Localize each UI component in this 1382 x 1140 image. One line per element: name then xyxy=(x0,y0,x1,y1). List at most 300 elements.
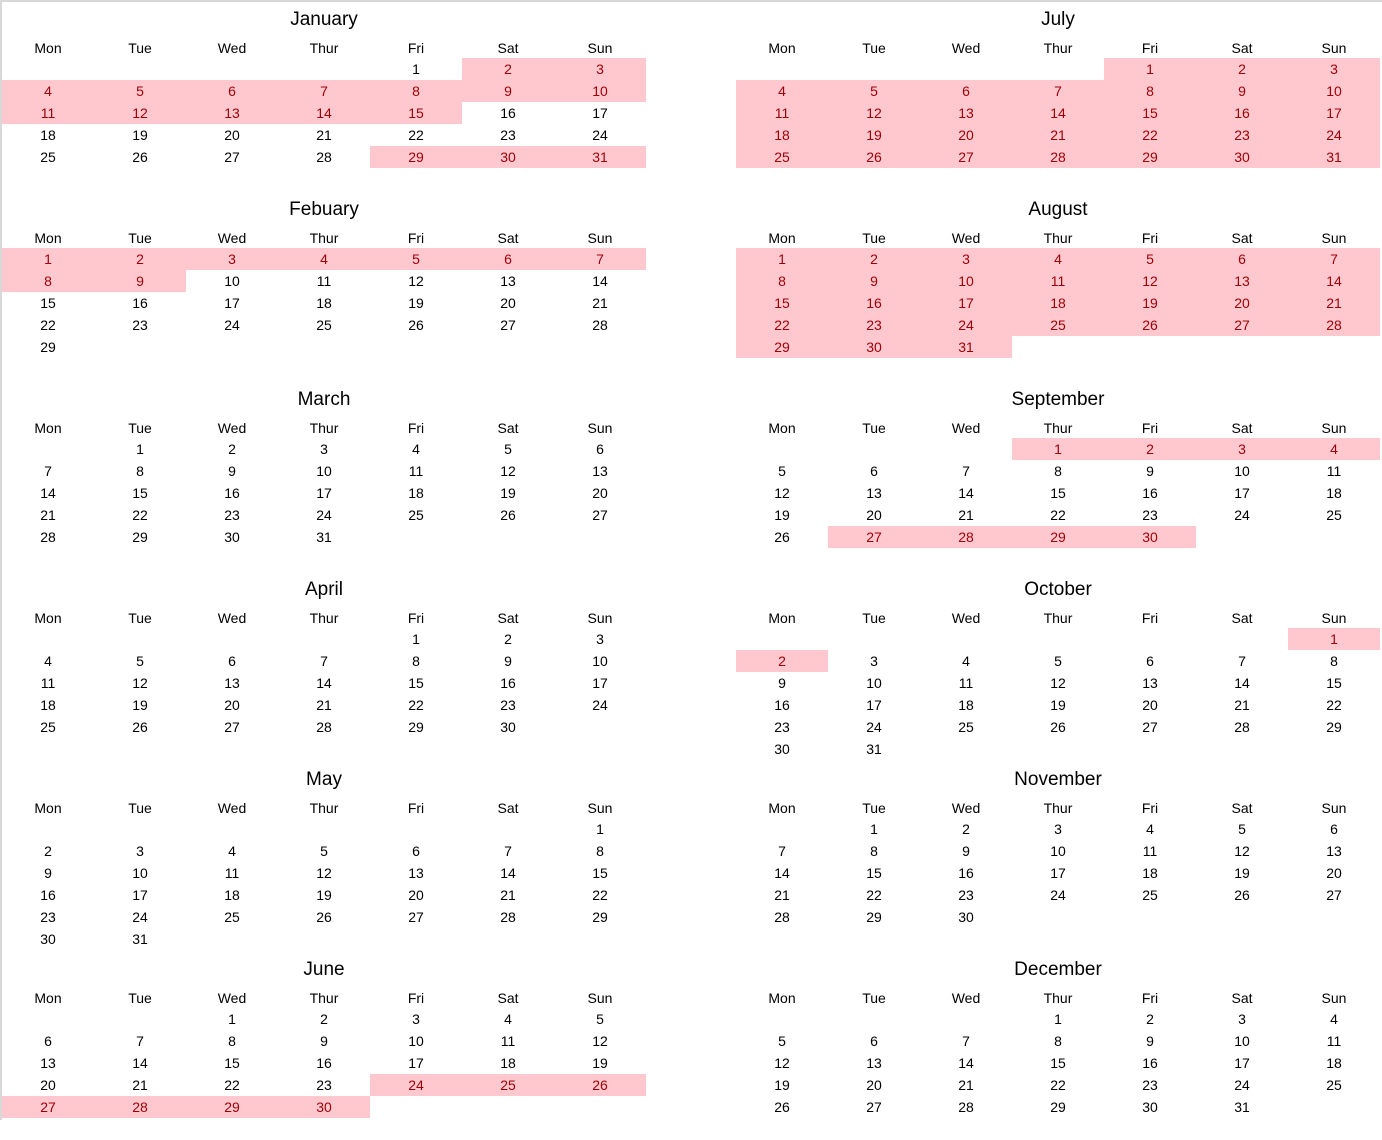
day-cell[interactable]: 13 xyxy=(1142,675,1158,691)
day-cell[interactable]: 19 xyxy=(500,485,516,501)
day-cell[interactable]: 17 xyxy=(592,105,608,121)
day-cell[interactable]: 4 xyxy=(412,441,420,457)
day-cell[interactable]: 27 xyxy=(224,149,240,165)
day-cell[interactable]: 7 xyxy=(44,463,52,479)
day-cell[interactable]: 16 xyxy=(316,1055,332,1071)
day-cell-highlighted[interactable]: 25 xyxy=(736,146,828,168)
day-cell-highlighted[interactable]: 23 xyxy=(1196,124,1288,146)
day-cell-highlighted[interactable]: 14 xyxy=(1288,270,1380,292)
day-cell-highlighted[interactable]: 12 xyxy=(94,102,186,124)
day-cell[interactable]: 18 xyxy=(1326,485,1342,501)
day-cell[interactable]: 17 xyxy=(1234,1055,1250,1071)
day-cell-highlighted[interactable]: 4 xyxy=(1012,248,1104,270)
day-cell-highlighted[interactable]: 27 xyxy=(1196,314,1288,336)
day-cell[interactable]: 27 xyxy=(592,507,608,523)
day-cell[interactable]: 28 xyxy=(500,909,516,925)
day-cell[interactable]: 23 xyxy=(1142,1077,1158,1093)
day-cell[interactable]: 24 xyxy=(866,719,882,735)
day-cell-highlighted[interactable]: 1 xyxy=(736,248,828,270)
day-cell-highlighted[interactable]: 31 xyxy=(1288,146,1380,168)
day-cell-highlighted[interactable]: 21 xyxy=(1012,124,1104,146)
day-cell[interactable]: 15 xyxy=(866,865,882,881)
day-cell-highlighted[interactable]: 12 xyxy=(828,102,920,124)
day-cell[interactable]: 22 xyxy=(408,697,424,713)
day-cell-highlighted[interactable]: 5 xyxy=(828,80,920,102)
day-cell[interactable]: 27 xyxy=(500,317,516,333)
day-cell-highlighted[interactable]: 8 xyxy=(736,270,828,292)
day-cell-highlighted[interactable]: 8 xyxy=(1104,80,1196,102)
day-cell-highlighted[interactable]: 11 xyxy=(736,102,828,124)
day-cell[interactable]: 16 xyxy=(40,887,56,903)
day-cell[interactable]: 13 xyxy=(500,273,516,289)
day-cell[interactable]: 25 xyxy=(408,507,424,523)
day-cell-highlighted[interactable]: 24 xyxy=(920,314,1012,336)
day-cell[interactable]: 9 xyxy=(962,843,970,859)
day-cell[interactable]: 18 xyxy=(500,1055,516,1071)
day-cell[interactable]: 10 xyxy=(1234,463,1250,479)
day-cell[interactable]: 28 xyxy=(316,149,332,165)
day-cell-highlighted[interactable]: 4 xyxy=(278,248,370,270)
day-cell[interactable]: 2 xyxy=(320,1011,328,1027)
day-cell[interactable]: 23 xyxy=(224,507,240,523)
day-cell[interactable]: 21 xyxy=(500,887,516,903)
day-cell[interactable]: 21 xyxy=(316,127,332,143)
day-cell[interactable]: 4 xyxy=(1330,1011,1338,1027)
day-cell-highlighted[interactable]: 9 xyxy=(828,270,920,292)
day-cell[interactable]: 11 xyxy=(1326,463,1342,479)
day-cell[interactable]: 28 xyxy=(592,317,608,333)
day-cell[interactable]: 10 xyxy=(316,463,332,479)
day-cell[interactable]: 5 xyxy=(778,463,786,479)
day-cell[interactable]: 7 xyxy=(320,653,328,669)
day-cell-highlighted[interactable]: 10 xyxy=(1288,80,1380,102)
day-cell[interactable]: 6 xyxy=(412,843,420,859)
day-cell[interactable]: 26 xyxy=(774,529,790,545)
day-cell-highlighted[interactable]: 22 xyxy=(736,314,828,336)
day-cell[interactable]: 29 xyxy=(408,719,424,735)
day-cell-highlighted[interactable]: 27 xyxy=(920,146,1012,168)
day-cell[interactable]: 26 xyxy=(1234,887,1250,903)
day-cell[interactable]: 25 xyxy=(1142,887,1158,903)
day-cell[interactable]: 1 xyxy=(136,441,144,457)
day-cell-highlighted[interactable]: 7 xyxy=(1012,80,1104,102)
day-cell[interactable]: 15 xyxy=(132,485,148,501)
day-cell-highlighted[interactable]: 17 xyxy=(920,292,1012,314)
day-cell[interactable]: 14 xyxy=(592,273,608,289)
day-cell[interactable]: 19 xyxy=(408,295,424,311)
day-cell[interactable]: 1 xyxy=(228,1011,236,1027)
day-cell[interactable]: 3 xyxy=(136,843,144,859)
day-cell-highlighted[interactable]: 15 xyxy=(370,102,462,124)
day-cell[interactable]: 19 xyxy=(132,697,148,713)
day-cell[interactable]: 12 xyxy=(774,1055,790,1071)
day-cell[interactable]: 16 xyxy=(500,675,516,691)
day-cell-highlighted[interactable]: 15 xyxy=(736,292,828,314)
day-cell[interactable]: 31 xyxy=(316,529,332,545)
day-cell-highlighted[interactable]: 7 xyxy=(554,248,646,270)
day-cell[interactable]: 14 xyxy=(132,1055,148,1071)
day-cell[interactable]: 25 xyxy=(958,719,974,735)
day-cell[interactable]: 30 xyxy=(500,719,516,735)
day-cell[interactable]: 4 xyxy=(962,653,970,669)
day-cell[interactable]: 27 xyxy=(408,909,424,925)
day-cell[interactable]: 17 xyxy=(316,485,332,501)
day-cell[interactable]: 7 xyxy=(1238,653,1246,669)
day-cell[interactable]: 11 xyxy=(224,865,240,881)
day-cell-highlighted[interactable]: 10 xyxy=(554,80,646,102)
day-cell-highlighted[interactable]: 30 xyxy=(1196,146,1288,168)
day-cell[interactable]: 13 xyxy=(40,1055,56,1071)
day-cell[interactable]: 15 xyxy=(408,675,424,691)
day-cell-highlighted[interactable]: 24 xyxy=(1288,124,1380,146)
day-cell-highlighted[interactable]: 1 xyxy=(1288,628,1380,650)
day-cell-highlighted[interactable]: 29 xyxy=(1012,526,1104,548)
day-cell-highlighted[interactable]: 13 xyxy=(186,102,278,124)
day-cell[interactable]: 23 xyxy=(958,887,974,903)
day-cell[interactable]: 22 xyxy=(408,127,424,143)
day-cell[interactable]: 6 xyxy=(1146,653,1154,669)
day-cell[interactable]: 18 xyxy=(958,697,974,713)
day-cell[interactable]: 21 xyxy=(592,295,608,311)
day-cell[interactable]: 3 xyxy=(1054,821,1062,837)
day-cell[interactable]: 24 xyxy=(592,127,608,143)
day-cell-highlighted[interactable]: 13 xyxy=(920,102,1012,124)
day-cell[interactable]: 22 xyxy=(40,317,56,333)
day-cell[interactable]: 8 xyxy=(1330,653,1338,669)
day-cell-highlighted[interactable]: 28 xyxy=(1288,314,1380,336)
day-cell[interactable]: 6 xyxy=(228,653,236,669)
day-cell[interactable]: 25 xyxy=(40,719,56,735)
day-cell[interactable]: 1 xyxy=(596,821,604,837)
day-cell-highlighted[interactable]: 6 xyxy=(1196,248,1288,270)
day-cell[interactable]: 11 xyxy=(1142,843,1158,859)
day-cell[interactable]: 10 xyxy=(866,675,882,691)
day-cell[interactable]: 27 xyxy=(224,719,240,735)
day-cell-highlighted[interactable]: 23 xyxy=(828,314,920,336)
day-cell[interactable]: 21 xyxy=(40,507,56,523)
day-cell[interactable]: 10 xyxy=(1234,1033,1250,1049)
day-cell[interactable]: 20 xyxy=(1142,697,1158,713)
day-cell[interactable]: 8 xyxy=(596,843,604,859)
day-cell[interactable]: 27 xyxy=(866,1099,882,1115)
day-cell[interactable]: 8 xyxy=(1054,1033,1062,1049)
day-cell[interactable]: 25 xyxy=(224,909,240,925)
day-cell[interactable]: 12 xyxy=(132,675,148,691)
day-cell[interactable]: 24 xyxy=(1234,1077,1250,1093)
day-cell[interactable]: 12 xyxy=(408,273,424,289)
day-cell[interactable]: 6 xyxy=(596,441,604,457)
day-cell[interactable]: 25 xyxy=(1326,507,1342,523)
day-cell[interactable]: 5 xyxy=(504,441,512,457)
day-cell[interactable]: 20 xyxy=(40,1077,56,1093)
day-cell[interactable]: 30 xyxy=(774,741,790,757)
day-cell[interactable]: 29 xyxy=(1326,719,1342,735)
day-cell[interactable]: 7 xyxy=(778,843,786,859)
day-cell[interactable]: 9 xyxy=(778,675,786,691)
day-cell[interactable]: 9 xyxy=(44,865,52,881)
day-cell-highlighted[interactable]: 7 xyxy=(278,80,370,102)
day-cell[interactable]: 19 xyxy=(316,887,332,903)
day-cell[interactable]: 17 xyxy=(592,675,608,691)
day-cell[interactable]: 10 xyxy=(132,865,148,881)
day-cell[interactable]: 28 xyxy=(316,719,332,735)
day-cell[interactable]: 26 xyxy=(500,507,516,523)
day-cell[interactable]: 6 xyxy=(870,1033,878,1049)
day-cell[interactable]: 16 xyxy=(1142,1055,1158,1071)
day-cell[interactable]: 5 xyxy=(778,1033,786,1049)
day-cell[interactable]: 16 xyxy=(1142,485,1158,501)
day-cell-highlighted[interactable]: 9 xyxy=(94,270,186,292)
day-cell-highlighted[interactable]: 1 xyxy=(2,248,94,270)
day-cell-highlighted[interactable]: 9 xyxy=(1196,80,1288,102)
day-cell[interactable]: 16 xyxy=(958,865,974,881)
day-cell[interactable]: 17 xyxy=(408,1055,424,1071)
day-cell[interactable]: 21 xyxy=(316,697,332,713)
day-cell-highlighted[interactable]: 30 xyxy=(1104,526,1196,548)
day-cell-highlighted[interactable]: 5 xyxy=(1104,248,1196,270)
day-cell[interactable]: 17 xyxy=(1050,865,1066,881)
day-cell[interactable]: 20 xyxy=(1326,865,1342,881)
day-cell-highlighted[interactable]: 6 xyxy=(186,80,278,102)
day-cell[interactable]: 3 xyxy=(870,653,878,669)
day-cell[interactable]: 9 xyxy=(1146,463,1154,479)
day-cell[interactable]: 6 xyxy=(870,463,878,479)
day-cell[interactable]: 19 xyxy=(774,1077,790,1093)
day-cell[interactable]: 21 xyxy=(958,507,974,523)
day-cell[interactable]: 18 xyxy=(40,127,56,143)
day-cell[interactable]: 20 xyxy=(224,697,240,713)
day-cell-highlighted[interactable]: 3 xyxy=(186,248,278,270)
day-cell[interactable]: 6 xyxy=(1330,821,1338,837)
day-cell[interactable]: 5 xyxy=(596,1011,604,1027)
day-cell[interactable]: 2 xyxy=(504,631,512,647)
day-cell[interactable]: 9 xyxy=(320,1033,328,1049)
day-cell[interactable]: 24 xyxy=(132,909,148,925)
day-cell-highlighted[interactable]: 29 xyxy=(1104,146,1196,168)
day-cell[interactable]: 7 xyxy=(136,1033,144,1049)
day-cell[interactable]: 11 xyxy=(316,273,332,289)
day-cell-highlighted[interactable]: 28 xyxy=(1012,146,1104,168)
day-cell[interactable]: 20 xyxy=(866,1077,882,1093)
day-cell-highlighted[interactable]: 3 xyxy=(1288,58,1380,80)
day-cell-highlighted[interactable]: 10 xyxy=(920,270,1012,292)
day-cell[interactable]: 24 xyxy=(1050,887,1066,903)
day-cell[interactable]: 24 xyxy=(316,507,332,523)
day-cell[interactable]: 17 xyxy=(224,295,240,311)
day-cell-highlighted[interactable]: 26 xyxy=(828,146,920,168)
day-cell[interactable]: 6 xyxy=(44,1033,52,1049)
day-cell[interactable]: 21 xyxy=(774,887,790,903)
day-cell[interactable]: 23 xyxy=(40,909,56,925)
day-cell[interactable]: 11 xyxy=(408,463,424,479)
day-cell-highlighted[interactable]: 9 xyxy=(462,80,554,102)
day-cell-highlighted[interactable]: 11 xyxy=(2,102,94,124)
day-cell[interactable]: 2 xyxy=(228,441,236,457)
day-cell-highlighted[interactable]: 15 xyxy=(1104,102,1196,124)
day-cell[interactable]: 14 xyxy=(774,865,790,881)
day-cell[interactable]: 31 xyxy=(132,931,148,947)
day-cell[interactable]: 1 xyxy=(870,821,878,837)
day-cell[interactable]: 3 xyxy=(1238,1011,1246,1027)
day-cell[interactable]: 17 xyxy=(132,887,148,903)
day-cell[interactable]: 22 xyxy=(132,507,148,523)
day-cell[interactable]: 5 xyxy=(320,843,328,859)
day-cell-highlighted[interactable]: 2 xyxy=(462,58,554,80)
day-cell[interactable]: 14 xyxy=(500,865,516,881)
day-cell[interactable]: 28 xyxy=(40,529,56,545)
day-cell[interactable]: 23 xyxy=(774,719,790,735)
day-cell-highlighted[interactable]: 20 xyxy=(920,124,1012,146)
day-cell-highlighted[interactable]: 4 xyxy=(1288,438,1380,460)
day-cell[interactable]: 27 xyxy=(1142,719,1158,735)
day-cell[interactable]: 24 xyxy=(224,317,240,333)
day-cell-highlighted[interactable]: 25 xyxy=(1012,314,1104,336)
day-cell[interactable]: 15 xyxy=(40,295,56,311)
day-cell[interactable]: 27 xyxy=(1326,887,1342,903)
day-cell[interactable]: 15 xyxy=(592,865,608,881)
day-cell[interactable]: 20 xyxy=(866,507,882,523)
day-cell[interactable]: 7 xyxy=(962,463,970,479)
day-cell[interactable]: 5 xyxy=(1054,653,1062,669)
day-cell-highlighted[interactable]: 27 xyxy=(828,526,920,548)
day-cell[interactable]: 19 xyxy=(132,127,148,143)
day-cell[interactable]: 2 xyxy=(44,843,52,859)
day-cell[interactable]: 23 xyxy=(316,1077,332,1093)
day-cell[interactable]: 10 xyxy=(592,653,608,669)
day-cell[interactable]: 8 xyxy=(228,1033,236,1049)
day-cell-highlighted[interactable]: 31 xyxy=(920,336,1012,358)
day-cell[interactable]: 17 xyxy=(866,697,882,713)
day-cell[interactable]: 19 xyxy=(1050,697,1066,713)
day-cell[interactable]: 10 xyxy=(408,1033,424,1049)
day-cell-highlighted[interactable]: 6 xyxy=(462,248,554,270)
day-cell-highlighted[interactable]: 26 xyxy=(1104,314,1196,336)
day-cell-highlighted[interactable]: 5 xyxy=(94,80,186,102)
day-cell-highlighted[interactable]: 18 xyxy=(1012,292,1104,314)
day-cell[interactable]: 1 xyxy=(412,61,420,77)
day-cell[interactable]: 25 xyxy=(1326,1077,1342,1093)
day-cell[interactable]: 4 xyxy=(228,843,236,859)
day-cell[interactable]: 26 xyxy=(1050,719,1066,735)
day-cell[interactable]: 5 xyxy=(136,653,144,669)
day-cell[interactable]: 19 xyxy=(774,507,790,523)
day-cell[interactable]: 26 xyxy=(408,317,424,333)
day-cell[interactable]: 2 xyxy=(1146,1011,1154,1027)
day-cell-highlighted[interactable]: 14 xyxy=(1012,102,1104,124)
day-cell[interactable]: 13 xyxy=(866,485,882,501)
day-cell-highlighted[interactable]: 6 xyxy=(920,80,1012,102)
day-cell[interactable]: 16 xyxy=(224,485,240,501)
day-cell[interactable]: 21 xyxy=(132,1077,148,1093)
day-cell[interactable]: 13 xyxy=(866,1055,882,1071)
day-cell-highlighted[interactable]: 17 xyxy=(1288,102,1380,124)
day-cell[interactable]: 12 xyxy=(500,463,516,479)
day-cell[interactable]: 9 xyxy=(1146,1033,1154,1049)
day-cell-highlighted[interactable]: 7 xyxy=(1288,248,1380,270)
day-cell[interactable]: 4 xyxy=(1146,821,1154,837)
day-cell-highlighted[interactable]: 1 xyxy=(1104,58,1196,80)
day-cell[interactable]: 22 xyxy=(1050,507,1066,523)
day-cell-highlighted[interactable]: 24 xyxy=(370,1074,462,1096)
day-cell[interactable]: 29 xyxy=(1050,1099,1066,1115)
day-cell[interactable]: 9 xyxy=(504,653,512,669)
day-cell-highlighted[interactable]: 2 xyxy=(1196,58,1288,80)
day-cell[interactable]: 26 xyxy=(774,1099,790,1115)
day-cell[interactable]: 1 xyxy=(412,631,420,647)
day-cell-highlighted[interactable]: 29 xyxy=(186,1096,278,1118)
day-cell-highlighted[interactable]: 29 xyxy=(736,336,828,358)
day-cell[interactable]: 18 xyxy=(316,295,332,311)
day-cell[interactable]: 18 xyxy=(40,697,56,713)
day-cell-highlighted[interactable]: 26 xyxy=(554,1074,646,1096)
day-cell[interactable]: 8 xyxy=(136,463,144,479)
day-cell-highlighted[interactable]: 4 xyxy=(2,80,94,102)
day-cell[interactable]: 13 xyxy=(224,675,240,691)
day-cell[interactable]: 25 xyxy=(316,317,332,333)
day-cell[interactable]: 19 xyxy=(592,1055,608,1071)
day-cell-highlighted[interactable]: 14 xyxy=(278,102,370,124)
day-cell-highlighted[interactable]: 2 xyxy=(94,248,186,270)
day-cell[interactable]: 22 xyxy=(1326,697,1342,713)
day-cell[interactable]: 24 xyxy=(592,697,608,713)
day-cell[interactable]: 23 xyxy=(500,697,516,713)
day-cell-highlighted[interactable]: 21 xyxy=(1288,292,1380,314)
day-cell-highlighted[interactable]: 31 xyxy=(554,146,646,168)
day-cell[interactable]: 2 xyxy=(962,821,970,837)
day-cell[interactable]: 29 xyxy=(40,339,56,355)
day-cell-highlighted[interactable]: 2 xyxy=(1104,438,1196,460)
day-cell[interactable]: 28 xyxy=(1234,719,1250,735)
day-cell[interactable]: 11 xyxy=(958,675,974,691)
day-cell[interactable]: 28 xyxy=(774,909,790,925)
day-cell[interactable]: 14 xyxy=(40,485,56,501)
day-cell[interactable]: 19 xyxy=(1234,865,1250,881)
day-cell[interactable]: 18 xyxy=(408,485,424,501)
day-cell[interactable]: 15 xyxy=(224,1055,240,1071)
day-cell[interactable]: 23 xyxy=(132,317,148,333)
day-cell[interactable]: 31 xyxy=(866,741,882,757)
day-cell[interactable]: 30 xyxy=(40,931,56,947)
day-cell[interactable]: 12 xyxy=(1050,675,1066,691)
day-cell[interactable]: 9 xyxy=(228,463,236,479)
day-cell[interactable]: 8 xyxy=(870,843,878,859)
day-cell[interactable]: 15 xyxy=(1050,485,1066,501)
day-cell[interactable]: 12 xyxy=(316,865,332,881)
day-cell[interactable]: 12 xyxy=(592,1033,608,1049)
day-cell[interactable]: 22 xyxy=(592,887,608,903)
day-cell[interactable]: 15 xyxy=(1050,1055,1066,1071)
day-cell-highlighted[interactable]: 3 xyxy=(920,248,1012,270)
day-cell[interactable]: 20 xyxy=(408,887,424,903)
day-cell[interactable]: 14 xyxy=(958,1055,974,1071)
day-cell[interactable]: 22 xyxy=(224,1077,240,1093)
day-cell[interactable]: 26 xyxy=(132,149,148,165)
day-cell[interactable]: 31 xyxy=(1234,1099,1250,1115)
day-cell[interactable]: 14 xyxy=(1234,675,1250,691)
day-cell[interactable]: 29 xyxy=(592,909,608,925)
day-cell[interactable]: 7 xyxy=(504,843,512,859)
day-cell[interactable]: 8 xyxy=(412,653,420,669)
day-cell[interactable]: 30 xyxy=(224,529,240,545)
day-cell-highlighted[interactable]: 3 xyxy=(554,58,646,80)
day-cell-highlighted[interactable]: 12 xyxy=(1104,270,1196,292)
day-cell[interactable]: 16 xyxy=(132,295,148,311)
day-cell[interactable]: 30 xyxy=(1142,1099,1158,1115)
day-cell-highlighted[interactable]: 4 xyxy=(736,80,828,102)
day-cell[interactable]: 3 xyxy=(412,1011,420,1027)
day-cell[interactable]: 20 xyxy=(592,485,608,501)
day-cell[interactable]: 21 xyxy=(958,1077,974,1093)
